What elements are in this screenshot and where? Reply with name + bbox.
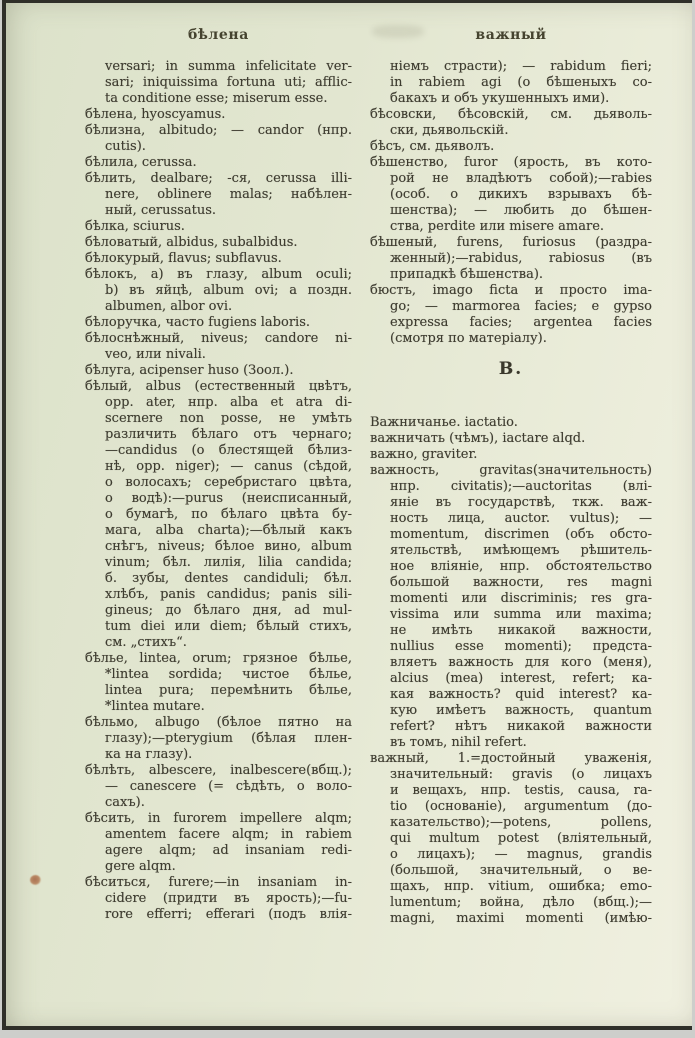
dictionary-line: значительный: gravis (о лицахъ	[390, 767, 652, 782]
dictionary-line: бѣсъ, см. дьяволъ.	[370, 139, 495, 154]
dictionary-line: бакахъ и объ укушенныхъ ими).	[390, 91, 610, 106]
dictionary-line: бѣсить, in furorem impellere alqm;	[85, 811, 352, 826]
dictionary-line: gineus; до бѣлаго дня, ad mul-	[105, 603, 352, 618]
dictionary-line: бѣлуга, acipenser huso (Зоол.).	[85, 363, 294, 378]
dictionary-line: qui multum potest (вліятельный,	[390, 831, 652, 846]
dictionary-line: (особ. о дикихъ взрывахъ бѣ-	[390, 187, 652, 202]
dictionary-line: кую имѣетъ важность, quantum	[390, 703, 652, 718]
dictionary-line: tio (основаніе), argumentum (до-	[390, 799, 652, 814]
dictionary-line: бѣлоснѣжный, niveus; candore ni-	[85, 331, 352, 346]
dictionary-line: о водѣ):—purus (неисписанный,	[105, 491, 352, 506]
dictionary-line: ка на глазу).	[105, 747, 193, 762]
dictionary-line: бюстъ, imago ficta и просто ima-	[370, 283, 652, 298]
dictionary-line: различить бѣлаго отъ чернаго;	[105, 427, 352, 442]
dictionary-line: *lintea sordida; чистое бѣлье,	[105, 667, 352, 682]
dictionary-line: сахъ).	[105, 795, 145, 810]
dictionary-line: albumen, albor ovi.	[105, 299, 233, 314]
dictionary-line: бѣлить, dealbare; -ся, cerussa illi-	[85, 171, 352, 186]
dictionary-line: (смотря по матеріалу).	[390, 331, 547, 346]
dictionary-line: tum diei или diem; бѣлый стихъ,	[105, 619, 352, 634]
right-text-column	[370, 59, 652, 927]
dictionary-line: важно, graviter.	[370, 447, 478, 462]
left-text-column	[85, 59, 352, 923]
dictionary-line: b) въ яйцѣ, album ovi; а поздн.	[105, 283, 352, 298]
dictionary-line: gere alqm.	[105, 859, 176, 874]
right-column-bottom-entries	[370, 415, 652, 927]
dictionary-line: versari; in summa infelicitate ver-	[105, 59, 352, 74]
dictionary-line: нпр. civitatis);—auctoritas (влі-	[390, 479, 652, 494]
paper-stain	[30, 875, 41, 885]
dictionary-line: —candidus (о блестящей бѣлиз-	[105, 443, 352, 458]
right-column-top-entries	[370, 59, 652, 347]
dictionary-line: въ томъ, nihil refert.	[390, 735, 527, 750]
dictionary-line: припадкѣ бѣшенства).	[390, 267, 544, 282]
dictionary-line: momenti или discriminis; res gra-	[390, 591, 652, 606]
dictionary-line: хлѣбъ, panis candidus; panis sili-	[105, 587, 352, 602]
dictionary-line: бѣльмо, albugo (бѣлое пятно на	[85, 715, 352, 730]
dictionary-line: sari; iniquissima fortuna uti; afflic-	[105, 75, 352, 90]
dictionary-line: бѣлый, albus (естественный цвѣтъ,	[85, 379, 352, 394]
dictionary-line: vinum; бѣл. лилія, lilia candida;	[105, 555, 352, 570]
dictionary-line: ніемъ страсти); — rabidum fieri;	[390, 59, 652, 74]
dictionary-line: ный, cerussatus.	[105, 203, 216, 218]
dictionary-line: шенства); — любить до бѣшен-	[390, 203, 652, 218]
dictionary-line: nere, oblinere malas; набѣлен-	[105, 187, 352, 202]
dictionary-line: важность, gravitas(значительность)	[370, 463, 652, 478]
dictionary-line: ное вліяніе, нпр. обстоятельство	[390, 559, 652, 574]
dictionary-line: cutis).	[105, 139, 146, 154]
dictionary-line: ства, perdite или misere amare.	[390, 219, 605, 234]
dictionary-line: мага, alba charta);—бѣлый какъ	[105, 523, 352, 538]
dictionary-line: nullius esse momenti); предста-	[390, 639, 652, 654]
dictionary-line: rore efferri; efferari (подъ влія-	[105, 907, 352, 922]
dictionary-line: вляетъ важность для кого (меня),	[390, 655, 652, 670]
dictionary-line: важный, 1.=достойный уваженія,	[370, 751, 652, 766]
dictionary-line: vissima или summa или maxima;	[390, 607, 652, 622]
dictionary-line: Важничанье. iactatio.	[370, 415, 518, 430]
dictionary-line: щахъ, нпр. vitium, ошибка; emo-	[390, 879, 652, 894]
dictionary-line: ность лица, auctor. vultus); —	[390, 511, 652, 526]
dictionary-line: бѣшеный, furens, furiosus (раздра-	[370, 235, 652, 250]
dictionary-line: scernere non posse, не умѣть	[105, 411, 352, 426]
dictionary-line: ta conditione esse; miserum esse.	[105, 91, 328, 106]
dictionary-line: veo, или nivali.	[105, 347, 206, 362]
dictionary-line: бѣшенство, furor (ярость, въ кото-	[370, 155, 652, 170]
dictionary-line: бѣлизна, albitudo; — candor (нпр.	[85, 123, 352, 138]
dictionary-line: momentum, discrimen (объ обсто-	[390, 527, 652, 542]
running-head-left-keyword: бѣлена	[188, 27, 249, 43]
dictionary-line: agere alqm; ad insaniam redi-	[105, 843, 352, 858]
dictionary-line: глазу);—pterygium (бѣлая плен-	[105, 731, 352, 746]
dictionary-line: нѣ, opp. niger); — canus (сѣдой,	[105, 459, 352, 474]
dictionary-line: не имѣть никакой важности,	[390, 623, 652, 638]
dictionary-line: go; — marmorea facies; e gypso	[390, 299, 652, 314]
dictionary-line: важничать (чѣмъ), iactare alqd.	[370, 431, 586, 446]
dictionary-line: снѣгъ, niveus; бѣлое вино, album	[105, 539, 352, 554]
dictionary-line: alcius (mea) interest, refert; ка-	[390, 671, 652, 686]
dictionary-line: бѣсовски, бѣсовскій, см. дьяволь-	[370, 107, 652, 122]
dictionary-line: и вещахъ, нпр. testis, causa, ra-	[390, 783, 652, 798]
dictionary-line: бѣловатый, albidus, subalbidus.	[85, 235, 298, 250]
dictionary-line: expressa facies; argentea facies	[390, 315, 652, 330]
dictionary-line: о бумагѣ, по бѣлаго цвѣта бу-	[105, 507, 352, 522]
dictionary-line: amentem facere alqm; in rabiem	[105, 827, 352, 842]
dictionary-line: (большой, значительный, о ве-	[390, 863, 652, 878]
dictionary-line: бѣситься, furere;—in insaniam in-	[85, 875, 352, 890]
dictionary-line: opp. ater, нпр. alba et atra di-	[105, 395, 352, 410]
dictionary-line: о волосахъ; серебристаго цвѣта,	[105, 475, 352, 490]
dictionary-line: яніе въ государствѣ, ткж. важ-	[390, 495, 652, 510]
dictionary-line: lintea pura; перемѣнить бѣлье,	[105, 683, 352, 698]
dictionary-line: *lintea mutare.	[105, 699, 205, 714]
dictionary-line: см. „стихъ“.	[105, 635, 187, 650]
dictionary-line: о лицахъ); — magnus, grandis	[390, 847, 652, 862]
dictionary-line: in rabiem agi (о бѣшеныхъ со-	[390, 75, 652, 90]
dictionary-line: кая важность? quid interest? ка-	[390, 687, 652, 702]
dictionary-line: бѣлоручка, часто fugiens laboris.	[85, 315, 310, 330]
dictionary-line: большой важности, res magni	[390, 575, 652, 590]
dictionary-line: — canescere (= сѣдѣть, о воло-	[105, 779, 352, 794]
dictionary-line: бѣлокъ, a) въ глазу, album oculi;	[85, 267, 352, 282]
dictionary-line: казательство);—potens, pollens,	[390, 815, 652, 830]
dictionary-line: рой не владѣютъ собой);—rabies	[390, 171, 652, 186]
dictionary-line: ятельствѣ, имѣющемъ рѣшитель-	[390, 543, 652, 558]
dictionary-line: бѣлокурый, flavus; subflavus.	[85, 251, 282, 266]
dictionary-line: бѣлье, lintea, orum; грязное бѣлье,	[85, 651, 352, 666]
dictionary-line: refert? нѣтъ никакой важности	[390, 719, 652, 734]
dictionary-line: бѣлила, cerussa.	[85, 155, 197, 170]
dictionary-line: бѣлена, hyoscyamus.	[85, 107, 226, 122]
running-head-right-keyword: важный	[475, 27, 547, 43]
dictionary-line: lumentum; война, дѣло (вбщ.);—	[390, 895, 652, 910]
dictionary-line: ски, дьявольскій.	[390, 123, 509, 138]
dictionary-line: magni, maximi momenti (имѣю-	[390, 911, 652, 926]
section-letter-heading: В.	[498, 359, 524, 379]
dictionary-line: cidere (придти въ ярость);—fu-	[105, 891, 352, 906]
dictionary-line: бѣлѣть, albescere, inalbescere(вбщ.);	[85, 763, 352, 778]
dictionary-line: б. зубы, dentes candiduli; бѣл.	[105, 571, 352, 586]
dictionary-line: бѣлка, sciurus.	[85, 219, 185, 234]
dictionary-line: женный);—rabidus, rabiosus (въ	[390, 251, 652, 266]
